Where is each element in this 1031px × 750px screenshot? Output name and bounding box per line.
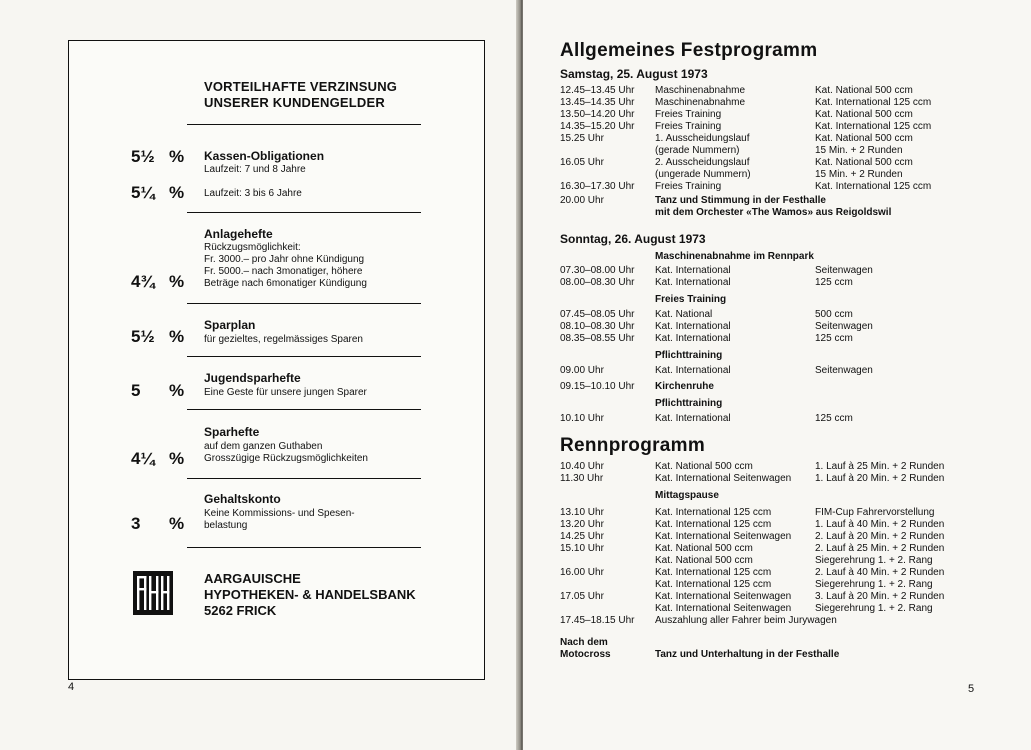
category-cell: Maschinenabnahme bbox=[655, 97, 746, 108]
detail-cell: Siegerehrung 1. + 2. Rang bbox=[815, 555, 933, 566]
detail-cell: Kat. International 125 ccm bbox=[815, 121, 932, 132]
product-title: Jugendsparhefte bbox=[204, 371, 301, 385]
detail-cell: Kat. International 125 ccm bbox=[815, 97, 932, 108]
detail-cell: 1. Lauf à 20 Min. + 2 Runden bbox=[815, 473, 945, 484]
time-cell: 07.30–08.00 Uhr bbox=[560, 265, 635, 276]
page-number: 5 bbox=[968, 683, 975, 695]
detail-cell: FIM-Cup Fahrervorstellung bbox=[815, 507, 935, 518]
section-heading: Pflichttraining bbox=[655, 350, 723, 361]
product-title: Anlagehefte bbox=[204, 227, 273, 241]
product-desc: Eine Geste für unsere jungen Sparer bbox=[204, 387, 367, 398]
detail-cell: 3. Lauf à 20 Min. + 2 Runden bbox=[815, 591, 945, 602]
category-cell: Kat. National 500 ccm bbox=[655, 555, 753, 566]
section-heading: Freies Training bbox=[655, 294, 727, 305]
detail-cell: 1. Lauf à 25 Min. + 2 Runden bbox=[815, 461, 945, 472]
time-cell: 10.40 Uhr bbox=[560, 461, 604, 472]
category-cell: Kat. National bbox=[655, 309, 713, 320]
detail-cell: Seitenwagen bbox=[815, 265, 873, 276]
detail-cell: 2. Lauf à 40 Min. + 2 Runden bbox=[815, 567, 945, 578]
detail-cell: 15 Min. + 2 Runden bbox=[815, 169, 903, 180]
product-desc: Keine Kommissions- und Spesen- belastung bbox=[204, 508, 355, 531]
category-cell: Kat. International 125 ccm bbox=[655, 579, 772, 590]
product-desc: für gezieltes, regelmässiges Sparen bbox=[204, 334, 363, 345]
product-desc: auf dem ganzen Guthaben Grosszügige Rückzugsmöglichkeiten bbox=[204, 441, 368, 464]
ad-title: VORTEILHAFTE VERZINSUNG UNSERER KUNDENGELDER bbox=[204, 79, 398, 110]
interest-rate: 5½ % bbox=[131, 327, 185, 346]
bank-advertisement bbox=[68, 40, 485, 680]
category-cell: (gerade Nummern) bbox=[655, 145, 740, 156]
time-cell: 08.00–08.30 Uhr bbox=[560, 277, 635, 288]
category-cell: Freies Training bbox=[655, 181, 722, 192]
category-cell: Kat. International 125 ccm bbox=[655, 507, 772, 518]
interest-rate: 5¼ % bbox=[131, 183, 185, 202]
divider bbox=[187, 303, 421, 304]
category-cell: Kat. International 125 ccm bbox=[655, 567, 772, 578]
time-cell: 14.35–15.20 Uhr bbox=[560, 121, 635, 132]
category-cell: Maschinenabnahme bbox=[655, 85, 746, 96]
category-cell: Kat. International Seitenwagen bbox=[655, 603, 792, 614]
section-heading: Mittagspause bbox=[655, 490, 719, 501]
festprogramm-title: Allgemeines Festprogramm bbox=[560, 40, 818, 61]
interest-rate: 4¾ % bbox=[131, 272, 185, 291]
time-cell: 17.05 Uhr bbox=[560, 591, 604, 602]
time-cell: 15.25 Uhr bbox=[560, 133, 604, 144]
category-cell: Freies Training bbox=[655, 109, 722, 120]
category-cell: Kat. International bbox=[655, 333, 731, 344]
time-cell: 13.20 Uhr bbox=[560, 519, 604, 530]
detail-cell: Kat. National 500 ccm bbox=[815, 85, 913, 96]
category-cell: Kat. International 125 ccm bbox=[655, 519, 772, 530]
time-cell: 13.50–14.20 Uhr bbox=[560, 109, 635, 120]
page-number: 4 bbox=[68, 681, 75, 693]
time-cell: 17.45–18.15 Uhr bbox=[560, 615, 635, 626]
time-cell: 16.05 Uhr bbox=[560, 157, 604, 168]
category-cell: 1. Ausscheidungslauf bbox=[655, 133, 750, 144]
evening-program: Tanz und Stimmung in der Festhalle mit dem Orchester «The Wamos» aus Reigoldswil bbox=[655, 195, 892, 218]
time-cell: 13.10 Uhr bbox=[560, 507, 604, 518]
time-cell: 15.10 Uhr bbox=[560, 543, 604, 554]
time-cell: 11.30 Uhr bbox=[560, 473, 604, 484]
bank-name: AARGAUISCHE HYPOTHEKEN- & HANDELSBANK 5262 FRICK bbox=[204, 571, 416, 618]
product-title: Gehaltskonto bbox=[204, 492, 281, 506]
category-cell: Kat. International Seitenwagen bbox=[655, 591, 792, 602]
product-title: Sparplan bbox=[204, 318, 256, 332]
closing-time: Nach dem Motocross bbox=[560, 637, 611, 660]
detail-cell: 15 Min. + 2 Runden bbox=[815, 145, 903, 156]
detail-cell: Kat. National 500 ccm bbox=[815, 157, 913, 168]
detail-cell: Kat. International 125 ccm bbox=[815, 181, 932, 192]
rennprogramm-title: Rennprogramm bbox=[560, 435, 706, 456]
detail-cell: Kat. National 500 ccm bbox=[815, 109, 913, 120]
detail-cell: Siegerehrung 1. + 2. Rang bbox=[815, 603, 933, 614]
detail-cell: 1. Lauf à 40 Min. + 2 Runden bbox=[815, 519, 945, 530]
category-cell: Kat. International bbox=[655, 321, 731, 332]
detail-cell: Seitenwagen bbox=[815, 321, 873, 332]
detail-cell: 2. Lauf à 25 Min. + 2 Runden bbox=[815, 543, 945, 554]
divider bbox=[187, 212, 421, 213]
category-cell: Freies Training bbox=[655, 121, 722, 132]
bank-logo-icon bbox=[133, 571, 173, 615]
time-cell: 07.45–08.05 Uhr bbox=[560, 309, 635, 320]
right-page: Allgemeines Festprogramm Samstag, 25. August 1973 12.45–13.45 Uhr Maschinenabnahme Kat. National 500 ccm 13.45–14.35 Uhr Maschinenabnahme Kat. International 125 ccm 13.50–14.20 Uhr Freies Training Kat. National 500 ccm 14.35–15.20 Uhr Freies Training Kat. International 125 ccm 15.25 Uhr 1. Ausscheidungslauf Kat. National 500 ccm (gerade Nummern) 15 Min. + 2 Runden 16.05 Uhr 2. Ausscheidungslauf Kat. National 500 ccm (ungerade Nummern) 15 Min. + 2 Runden 16.30–17.30 Uhr Freies Training Kat. International 125 ccm 20.00 Uhr Tanz und Stimmung in der Festhalle mit dem Orchester «The Wamos» aus Reigoldswil Sonntag, 26. August 1973 Maschinenabnahme im Rennpark 07.30–08.00 Uhr Kat. International Seitenwagen 08.00–08.30 Uhr Kat. International 125 ccm Freies Training 07.45–08.05 Uhr Kat. National 500 ccm 08.10–08.30 Uhr Kat. International Seitenwagen 08.35–08.55 Uhr Kat. International 125 ccm Pflichttraining 09.00 Uhr Kat. International Seitenwagen 09.15–10.10 Uhr Kirchenruhe Pflichttraining 10.10 Uhr Kat. International 125 ccm Rennprogramm 10.40 Uhr Kat. National 500 ccm 1. Lauf à 25 Min. + 2 Runden 11.30 Uhr Kat. International Seitenwagen 1. Lauf à 20 Min. + 2 Runden Mittagspause 13.10 Uhr Kat. International 125 ccm FIM-Cup Fahrervorstellung 13.20 Uhr Kat. International 125 ccm 1. Lauf à 40 Min. + 2 Runden 14.25 Uhr Kat. International Seitenwagen 2. Lauf à 20 Min. + 2 Runden 15.10 Uhr Kat. National 500 ccm 2. Lauf à 25 Min. + 2 Runden Kat. National 500 ccm Siegerehrung 1. + 2. Rang 16.00 Uhr Kat. International 125 ccm 2. Lauf à 40 Min. + 2 Runden Kat. International 125 ccm Siegerehrung 1. + 2. Rang 17.05 Uhr Kat. International Seitenwagen 3. Lauf à 20 Min. + 2 Runden Kat. International Seitenwagen Siegerehrung 1. + 2. Rang 17.45–18.15 Uhr Auszahlung aller Fahrer beim Jurywagen Nach dem Motocross Tanz und Unterhaltung in der Festhalle 5 bbox=[523, 0, 1031, 750]
detail-cell: Siegerehrung 1. + 2. Rang bbox=[815, 579, 933, 590]
divider bbox=[187, 409, 421, 410]
time-cell: 12.45–13.45 Uhr bbox=[560, 85, 635, 96]
product-desc: Rückzugsmöglichkeit: Fr. 3000.– pro Jahr ohne Kündigung Fr. 5000.– nach 3monatiger, höhere Beträge nach 6monatiger Kündigung bbox=[204, 242, 367, 289]
time-cell: 16.30–17.30 Uhr bbox=[560, 181, 635, 192]
interest-rate: 4¼ % bbox=[131, 449, 185, 468]
section-heading: Maschinenabnahme im Rennpark bbox=[655, 251, 814, 262]
detail-cell: 2. Lauf à 20 Min. + 2 Runden bbox=[815, 531, 945, 542]
time-cell: 08.10–08.30 Uhr bbox=[560, 321, 635, 332]
time-cell: 16.00 Uhr bbox=[560, 567, 604, 578]
detail-cell: 125 ccm bbox=[815, 277, 853, 288]
category-cell: Kat. International bbox=[655, 265, 731, 276]
detail-cell: Kat. National 500 ccm bbox=[815, 133, 913, 144]
day1-title: Samstag, 25. August 1973 bbox=[560, 67, 708, 81]
interest-rate: 5 % bbox=[131, 381, 185, 400]
closing-program: Tanz und Unterhaltung in der Festhalle bbox=[655, 649, 840, 660]
category-cell: 2. Ausscheidungslauf bbox=[655, 157, 750, 168]
divider bbox=[187, 356, 421, 357]
category-cell: (ungerade Nummern) bbox=[655, 169, 751, 180]
detail-cell: 500 ccm bbox=[815, 309, 853, 320]
section-heading: Pflichttraining bbox=[655, 398, 723, 409]
divider bbox=[187, 124, 421, 125]
divider bbox=[187, 547, 421, 548]
detail-cell: 125 ccm bbox=[815, 333, 853, 344]
product-title: Kassen-Obligationen bbox=[204, 149, 325, 163]
product-desc: Laufzeit: 3 bis 6 Jahre bbox=[204, 188, 302, 199]
category-cell: Auszahlung aller Fahrer beim Jurywagen bbox=[655, 615, 837, 626]
time-cell: 14.25 Uhr bbox=[560, 531, 604, 542]
category-cell: Kat. International bbox=[655, 277, 731, 288]
product-title: Sparhefte bbox=[204, 425, 260, 439]
product-desc: Laufzeit: 7 und 8 Jahre bbox=[204, 164, 306, 175]
category-cell: Kat. International Seitenwagen bbox=[655, 531, 792, 542]
interest-rate: 3 % bbox=[131, 514, 185, 533]
category-cell: Kat. National 500 ccm bbox=[655, 543, 753, 554]
category-cell: Kat. International Seitenwagen bbox=[655, 473, 792, 484]
interest-rate: 5½ % bbox=[131, 147, 185, 166]
day2-title: Sonntag, 26. August 1973 bbox=[560, 232, 706, 246]
category-cell: Kat. National 500 ccm bbox=[655, 461, 753, 472]
time-cell: 08.35–08.55 Uhr bbox=[560, 333, 635, 344]
divider bbox=[187, 478, 421, 479]
time-cell: 13.45–14.35 Uhr bbox=[560, 97, 635, 108]
